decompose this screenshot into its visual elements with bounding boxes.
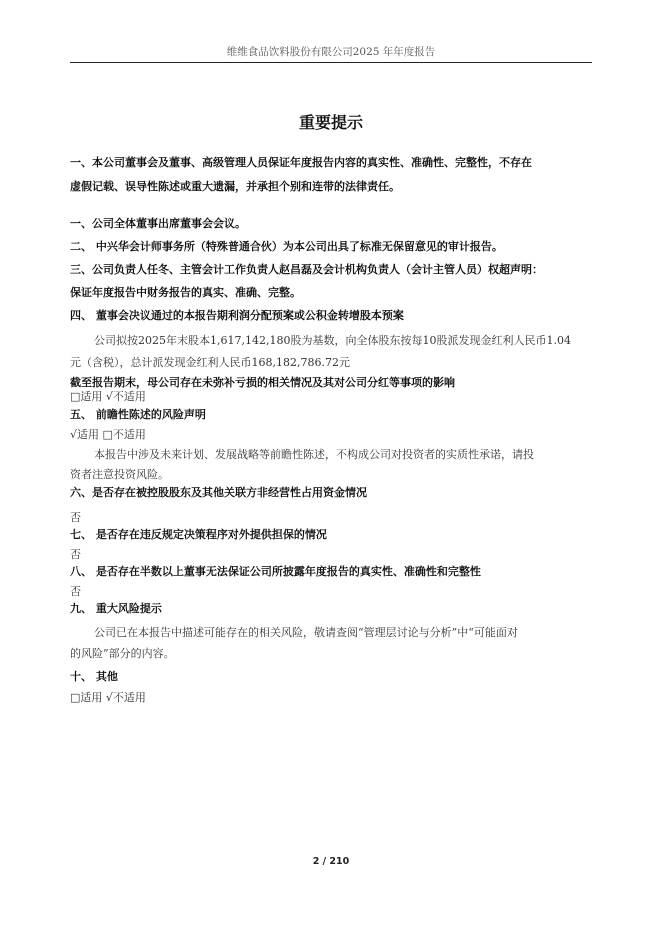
loss-impact-applicability: □适用 √不适用: [70, 390, 146, 403]
item-7-heading: 七、 是否存在违反规定决策程序对外提供担保的情况: [70, 528, 327, 541]
item-6-heading: 六、是否存在被控股股东及其他关联方非经营性占用资金情况: [70, 486, 367, 499]
item-5-applicability: √适用 □不适用: [70, 428, 146, 441]
page-number: 2 / 210: [312, 856, 350, 867]
running-header: 维维食品饮料股份有限公司2025 年年度报告: [226, 46, 436, 58]
item-10-applicability: □适用 √不适用: [70, 691, 146, 704]
item-2-heading: 二、 中兴华会计师事务所（特殊普通合伙）为本公司出具了标准无保留意见的审计报告。: [70, 240, 503, 253]
item-6-answer: 否: [70, 511, 81, 524]
item-3-line-2: 保证年度报告中财务报告的真实、准确、完整。: [70, 286, 301, 299]
item-8-heading: 八、 是否存在半数以上董事无法保证公司所披露年度报告的真实性、准确性和完整性: [70, 565, 481, 578]
item-9-heading: 九、 重大风险提示: [70, 602, 162, 615]
item-1-heading: 一、公司全体董事出席董事会会议。: [70, 217, 246, 230]
notice-1-line-1: 一、本公司董事会及董事、高级管理人员保证年度报告内容的真实性、准确性、完整性，不存在: [70, 156, 532, 169]
major-risk-line-2: 的风险”部分的内容。: [70, 647, 175, 660]
header-divider: [70, 62, 592, 63]
item-8-answer: 否: [70, 585, 81, 598]
item-5-heading: 五、 前瞻性陈述的风险声明: [70, 408, 206, 421]
item-4-heading: 四、 董事会决议通过的本报告期利润分配预案或公积金转增股本预案: [70, 309, 404, 322]
loss-impact-heading: 截至报告期末，母公司存在未弥补亏损的相关情况及其对公司分红等事项的影响: [70, 376, 455, 389]
dividend-text-line-1: 公司拟按2025年末股本1,617,142,180股为基数，向全体股东按每10股派发现金红利人民币1.04: [94, 334, 571, 347]
item-10-heading: 十、 其他: [70, 670, 118, 683]
major-risk-line-1: 公司已在本报告中描述可能存在的相关风险，敬请查阅“管理层讨论与分析”中“可能面对: [94, 626, 518, 639]
risk-statement-line-2: 资者注意投资风险。: [70, 468, 169, 481]
notice-1-line-2: 虚假记载、误导性陈述或重大遗漏，并承担个别和连带的法律责任。: [70, 180, 400, 193]
dividend-text-line-2: 元（含税），总计派发现金红利人民币168,182,786.72元: [70, 356, 350, 369]
item-3-line-1: 三、公司负责人任冬、主管会计工作负责人赵昌磊及会计机构负责人（会计主管人员）权超声明：: [70, 263, 543, 276]
item-7-answer: 否: [70, 548, 81, 561]
page-title: 重要提示: [298, 113, 363, 132]
risk-statement-line-1: 本报告中涉及未来计划、发展战略等前瞻性陈述，不构成公司对投资者的实质性承诺，请投: [94, 448, 534, 461]
